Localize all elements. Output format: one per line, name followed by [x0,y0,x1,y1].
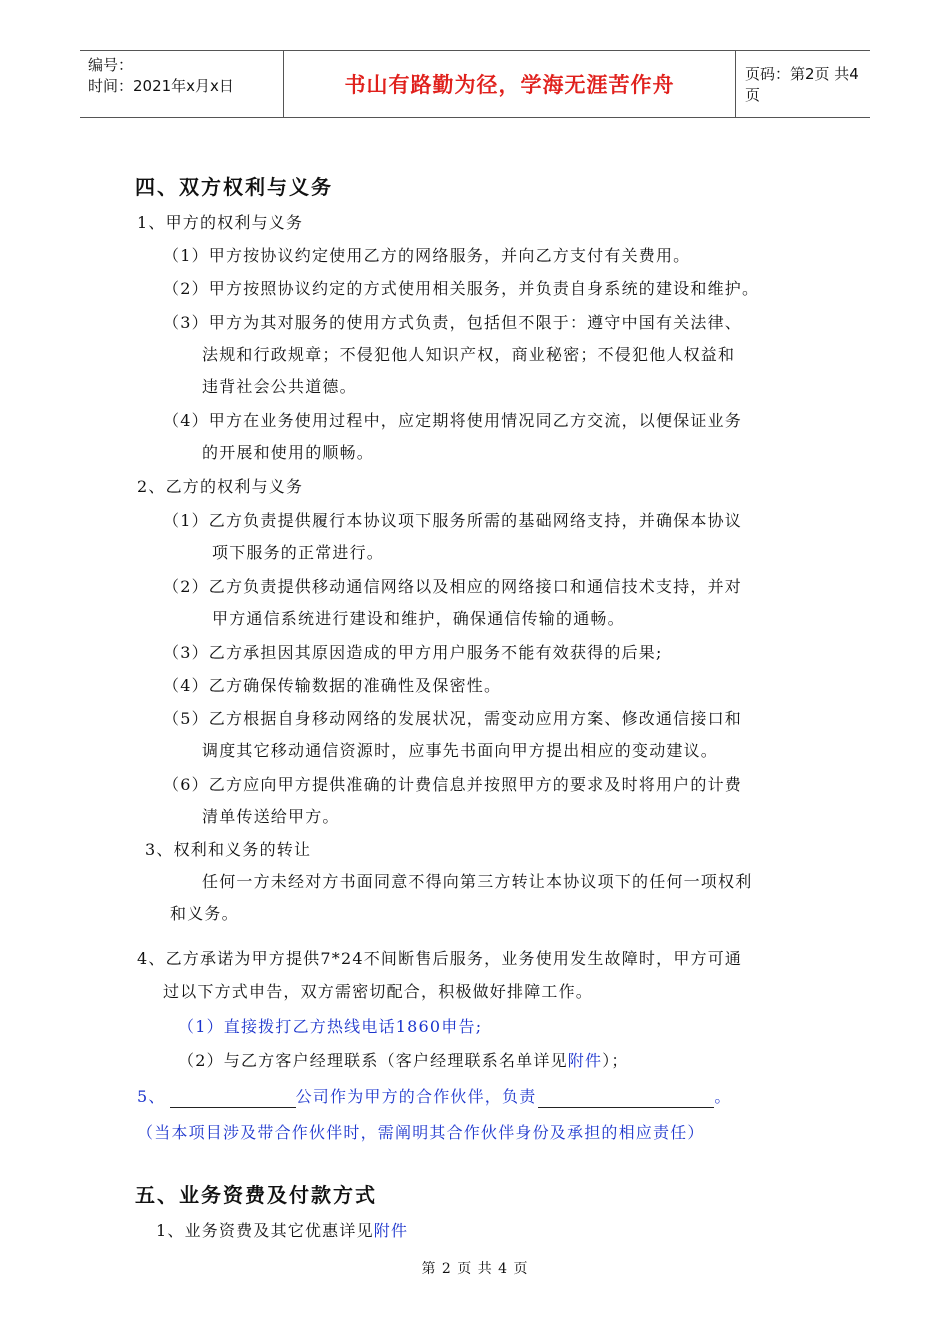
clause-text: （4）乙方确保传输数据的准确性及保密性。 [163,676,502,695]
header-meta [80,51,283,117]
page-header [80,50,870,118]
clause-text: （1）乙方负责提供履行本协议项下服务所需的基础网络支持，并确保本协议 [163,511,742,530]
attachment-link[interactable]: 附件 [373,1221,409,1240]
clause-text: 4、乙方承诺为甲方提供7*24不间断售后服务，业务使用发生故障时，甲方可通 [137,949,743,968]
clause-text: 调度其它移动通信资源时，应事先书面向甲方提出相应的变动建议。 [202,741,719,760]
clause-end: 。 [714,1087,732,1106]
attachment-link[interactable]: 附件 [567,1051,603,1070]
partner-clause [137,1086,732,1108]
time-label: 时间：2021年x月x日 [88,77,234,95]
clause-text: （3）乙方承担因其原因造成的甲方用户服务不能有效获得的后果; [163,643,663,662]
manager-clause [178,1050,629,1072]
clause-text: ）； [602,1051,629,1070]
section-title-fees: 五、业务资费及付款方式 [135,1183,377,1207]
clause-text: 的开展和使用的顺畅。 [202,443,375,462]
clause-text: （3）甲方为其对服务的使用方式负责，包括但不限于：遵守中国有关法律、 [163,313,742,332]
clause-text: （1）甲方按协议约定使用乙方的网络服务，并向乙方支付有关费用。 [163,246,691,265]
clause-text: 过以下方式申告，双方需密切配合，积极做好排障工作。 [163,982,594,1001]
page-footer: 第 2 页 共 4 页 [421,1261,529,1277]
clause-text: 1、业务资费及其它优惠详见 [156,1221,374,1240]
clause-text: 公司作为甲方的合作伙伴，负责 [295,1087,537,1106]
clause-text: （6）乙方应向甲方提供准确的计费信息并按照甲方的要求及时将用户的计费 [163,775,742,794]
clause-text: 清单传送给甲方。 [202,807,340,826]
clause-text: 和义务。 [170,904,239,923]
number-label: 编号： [88,56,134,74]
clause-text: 甲方通信系统进行建设和维护，确保通信传输的通畅。 [212,609,625,628]
company-blank-field[interactable] [170,1089,296,1108]
clause-text: （5）乙方根据自身移动网络的发展状况，需变动应用方案、修改通信接口和 [163,709,742,728]
subsection-heading: 1、甲方的权利与义务 [137,213,304,232]
clause-text: （2）甲方按照协议约定的方式使用相关服务，并负责自身系统的建设和维护。 [163,279,760,298]
subsection-heading: 2、乙方的权利与义务 [137,477,304,496]
clause-text: 项下服务的正常进行。 [212,543,385,562]
clause-text: 违背社会公共道德。 [202,377,357,396]
header-page-code: 页码：第2页 共4页 [745,65,859,104]
clause-text: （4）甲方在业务使用过程中，应定期将使用情况同乙方交流，以便保证业务 [163,411,742,430]
header-motto: 书山有路勤为径，学海无涯苦作舟 [283,51,736,117]
clause-text: （2）与乙方客户经理联系（客户经理联系名单详见 [178,1051,568,1070]
clause-text: 任何一方未经对方书面同意不得向第三方转让本协议项下的任何一项权利 [202,872,753,891]
fees-clause [156,1220,408,1242]
hotline-clause: （1）直接拨打乙方热线电话1860申告; [178,1017,483,1036]
section-title-rights: 四、双方权利与义务 [135,175,333,199]
partner-note: （当本项目涉及带合作伙伴时，需阐明其合作伙伴身份及承担的相应责任） [137,1123,705,1142]
clause-number: 5、 [137,1087,166,1106]
subsection-heading: 3、权利和义务的转让 [145,840,312,859]
clause-text: （2）乙方负责提供移动通信网络以及相应的网络接口和通信技术支持，并对 [163,577,742,596]
responsibility-blank-field[interactable] [538,1089,714,1108]
clause-text: 法规和行政规章；不侵犯他人知识产权，商业秘密；不侵犯他人权益和 [202,345,736,364]
